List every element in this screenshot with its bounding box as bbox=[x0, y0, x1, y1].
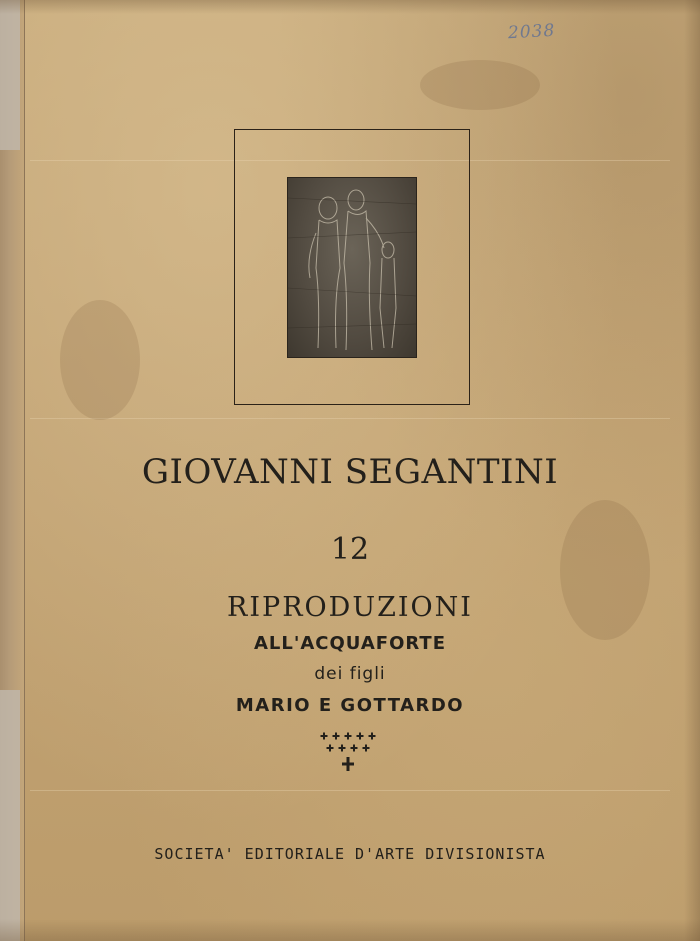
subtitle-reproductions: RIPRODUZIONI bbox=[227, 592, 473, 623]
etching-illustration bbox=[287, 177, 417, 358]
handwritten-inventory-number: 2038 bbox=[507, 20, 556, 44]
paper-crease bbox=[30, 418, 670, 419]
subtitle-names: MARIO E GOTTARDO bbox=[235, 695, 465, 716]
reproduction-count: 12 bbox=[330, 532, 370, 567]
paper-stain bbox=[60, 300, 140, 420]
top-edge-shadow bbox=[0, 0, 700, 14]
publisher-name: SOCIETA' EDITORIALE D'ARTE DIVISIONISTA bbox=[154, 845, 546, 863]
subtitle-by-sons: dei figli bbox=[314, 664, 386, 684]
subtitle-technique: ALL'ACQUAFORTE bbox=[253, 633, 447, 654]
cross-ornament-icon bbox=[318, 730, 378, 776]
spine-wear bbox=[0, 690, 20, 941]
bottom-edge-shadow bbox=[0, 919, 700, 941]
paper-stain bbox=[420, 60, 540, 110]
book-title: GIOVANNI SEGANTINI bbox=[141, 452, 559, 492]
spine-wear bbox=[0, 0, 20, 150]
paper-crease bbox=[30, 790, 670, 791]
